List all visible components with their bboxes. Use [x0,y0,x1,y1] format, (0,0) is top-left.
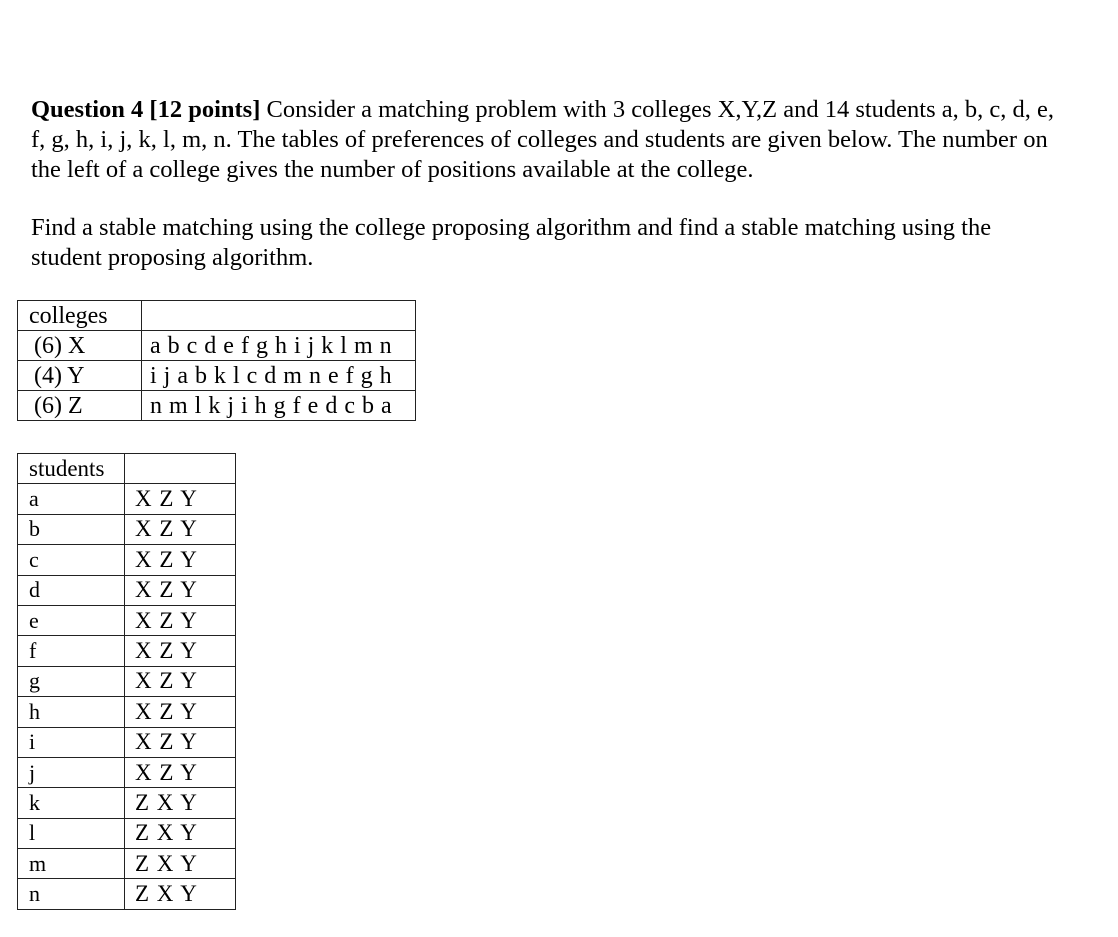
student-preferences: Z X Y [125,788,236,818]
students-header: students [18,454,125,484]
college-preferences: n m l k j i h g f e d c b a [142,391,416,421]
student-row [18,788,236,818]
colleges-header-empty-cell [142,301,416,331]
question-task-paragraph: Find a stable matching using the college proposing algorithm and find a stable matching using the student proposing algorithm. [31,214,992,271]
student-preferences: X Z Y [125,727,236,757]
students-header-row [18,454,236,484]
student-row [18,514,236,544]
student-preferences: X Z Y [125,545,236,575]
student-preferences: X Z Y [125,605,236,635]
student-name: i [18,727,125,757]
student-row [18,666,236,696]
student-name: l [18,818,125,848]
student-row [18,605,236,635]
student-row [18,757,236,787]
student-row [18,636,236,666]
student-preferences: X Z Y [125,636,236,666]
student-preferences: X Z Y [125,697,236,727]
student-preferences: Z X Y [125,849,236,879]
student-preferences: Z X Y [125,879,236,909]
college-name: (6) X [18,331,142,361]
colleges-header: colleges [18,301,142,331]
student-name: f [18,636,125,666]
student-row [18,727,236,757]
students-header-empty-cell [125,454,236,484]
student-preferences: X Z Y [125,484,236,514]
student-preferences: X Z Y [125,514,236,544]
student-row [18,849,236,879]
colleges-header-row [18,301,416,331]
student-name: b [18,514,125,544]
student-row [18,818,236,848]
college-name: (6) Z [18,391,142,421]
colleges-preference-table [17,300,416,421]
question-intro-paragraph [31,95,1061,185]
student-name: j [18,757,125,787]
student-name: k [18,788,125,818]
student-name: n [18,879,125,909]
college-name: (4) Y [18,361,142,391]
college-preferences: i j a b k l c d m n e f g h [142,361,416,391]
student-name: m [18,849,125,879]
student-row [18,484,236,514]
college-row-y [18,361,416,391]
student-preferences: Z X Y [125,818,236,848]
student-name: d [18,575,125,605]
student-name: h [18,697,125,727]
student-preferences: X Z Y [125,757,236,787]
college-row-x [18,331,416,361]
student-name: e [18,605,125,635]
question-intro-text: Consider a matching problem with 3 colleges X,Y,Z and 14 students a, b, c, d, e, f, g, h, i, j, k, l, m, n. The tables of preferences of colleges and students are given below. The number on the left of a college gives the number of positions available at the college. [31,96,1054,183]
student-name: g [18,666,125,696]
student-row [18,575,236,605]
college-preferences: a b c d e f g h i j k l m n [142,331,416,361]
student-row [18,697,236,727]
student-preferences: X Z Y [125,666,236,696]
question-heading: Question 4 [12 points] [31,96,261,123]
student-name: a [18,484,125,514]
college-row-z [18,391,416,421]
student-name: c [18,545,125,575]
student-preferences: X Z Y [125,575,236,605]
student-row [18,879,236,909]
student-row [18,545,236,575]
students-preference-table [17,453,236,910]
